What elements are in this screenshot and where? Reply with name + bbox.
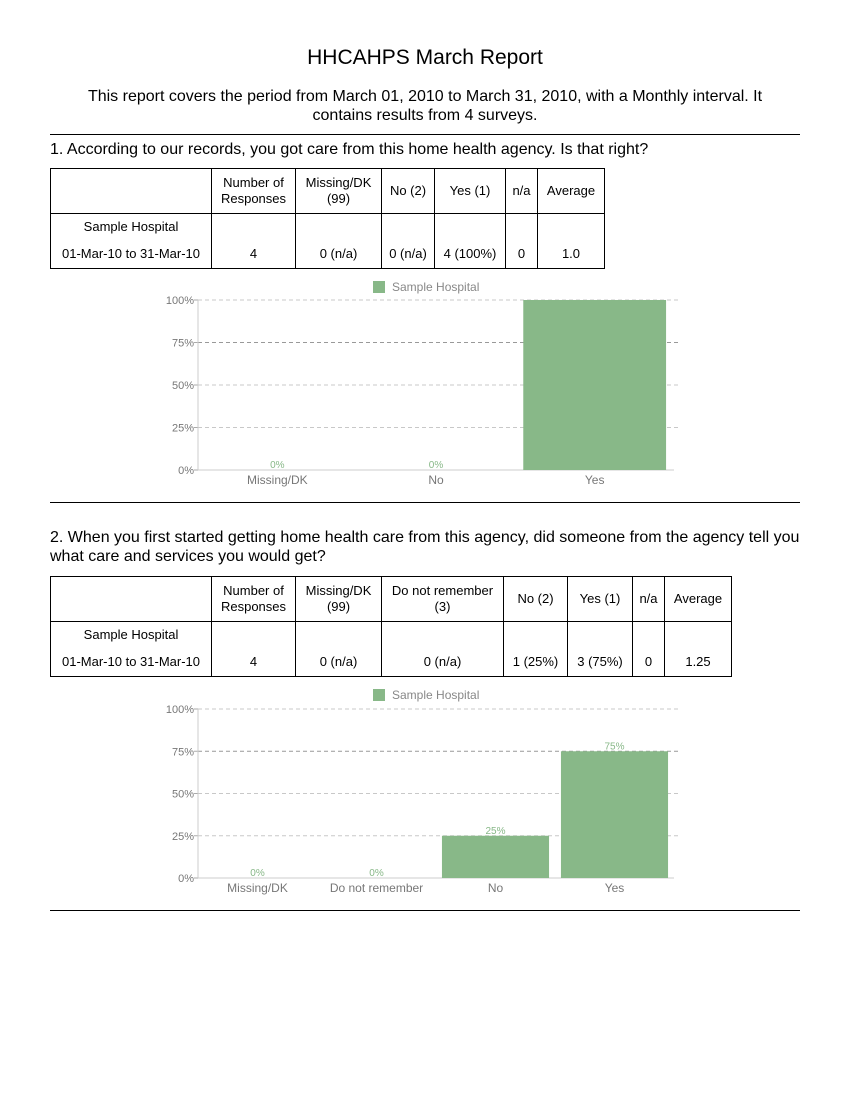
period: 01-Mar-10 to 31-Mar-10 <box>51 240 212 269</box>
table-corner <box>51 577 212 622</box>
table-cell: 4 <box>212 240 296 269</box>
y-tick-label: 50% <box>171 380 194 392</box>
report-intro: This report covers the period from March 01, 2010 to March 31, 2010, with a Monthly interval. It contains results from 4 surveys. <box>87 88 763 124</box>
bar <box>561 751 668 878</box>
x-tick-label: Missing/DK <box>227 881 288 895</box>
table-corner <box>51 169 212 214</box>
y-tick-label: 25% <box>171 830 194 843</box>
data-label: 75% <box>604 741 625 753</box>
y-tick-label: 100% <box>165 704 194 716</box>
table-cell: 1 (25%) <box>504 648 568 677</box>
y-tick-label: 75% <box>171 746 194 759</box>
col-header: Yes (1) <box>568 577 633 622</box>
y-tick-label: 50% <box>171 788 194 801</box>
col-header: Number of Responses <box>212 169 296 214</box>
report-title: HHCAHPS March Report <box>307 46 543 69</box>
x-tick-label: Yes <box>604 881 625 895</box>
table-cell: 0 (n/a) <box>296 648 382 677</box>
legend-label: Sample Hospital <box>392 688 480 702</box>
question-1-chart <box>0 276 850 496</box>
legend-label: Sample Hospital <box>392 280 480 294</box>
col-header: Do not remember (3) <box>382 577 504 622</box>
table-cell: 0 <box>506 240 538 269</box>
y-tick-label: 75% <box>171 337 194 350</box>
table-cell: 3 (75%) <box>568 648 633 677</box>
col-header: No (2) <box>504 577 568 622</box>
table-cell: 0 (n/a) <box>382 648 504 677</box>
y-tick-label: 0% <box>178 873 194 885</box>
col-header: Missing/DK (99) <box>296 577 382 622</box>
col-header: n/a <box>633 577 665 622</box>
divider <box>50 910 800 911</box>
divider <box>50 502 800 503</box>
question-1-table <box>50 168 605 269</box>
question-1-text: 1. According to our records, you got care from this home health agency. Is that right? <box>50 141 649 158</box>
table-cell: 4 <box>212 648 296 677</box>
table-cell: 0 (n/a) <box>382 240 435 269</box>
y-tick-label: 0% <box>178 465 194 477</box>
site-name: Sample Hospital <box>51 214 212 241</box>
period: 01-Mar-10 to 31-Mar-10 <box>51 648 212 677</box>
col-header: Number of Responses <box>212 577 296 622</box>
col-header: Missing/DK (99) <box>296 169 382 214</box>
table-cell: 1.0 <box>538 240 605 269</box>
divider <box>50 134 800 135</box>
col-header: Yes (1) <box>435 169 506 214</box>
x-tick-label: No <box>428 473 444 487</box>
table-cell: 0 <box>633 648 665 677</box>
site-name: Sample Hospital <box>51 622 212 649</box>
x-tick-label: No <box>487 881 504 895</box>
y-tick-label: 25% <box>171 422 194 435</box>
data-label: 0% <box>250 868 265 879</box>
legend-swatch <box>373 281 385 293</box>
y-tick-label: 100% <box>165 295 194 307</box>
data-label: 0% <box>369 868 384 879</box>
bar <box>523 300 666 470</box>
col-header: n/a <box>506 169 538 214</box>
question-2-table <box>50 576 732 677</box>
col-header: No (2) <box>382 169 435 214</box>
x-tick-label: Missing/DK <box>246 473 308 487</box>
table-cell: 1.25 <box>665 648 732 677</box>
table-cell: 0 (n/a) <box>296 240 382 269</box>
table-cell: 4 (100%) <box>435 240 506 269</box>
col-header: Average <box>538 169 605 214</box>
col-header: Average <box>665 577 732 622</box>
data-label: 0% <box>428 460 444 471</box>
bar <box>442 836 549 878</box>
question-2-chart <box>0 684 850 904</box>
x-tick-label: Do not remember <box>329 881 424 895</box>
legend-swatch <box>373 689 385 701</box>
data-label: 25% <box>485 825 506 837</box>
x-tick-label: Yes <box>584 473 605 487</box>
data-label: 0% <box>270 460 285 471</box>
question-2-text: 2. When you first started getting home health care from this agency, did someone from the agency tell you what care and services you would get? <box>50 529 800 565</box>
